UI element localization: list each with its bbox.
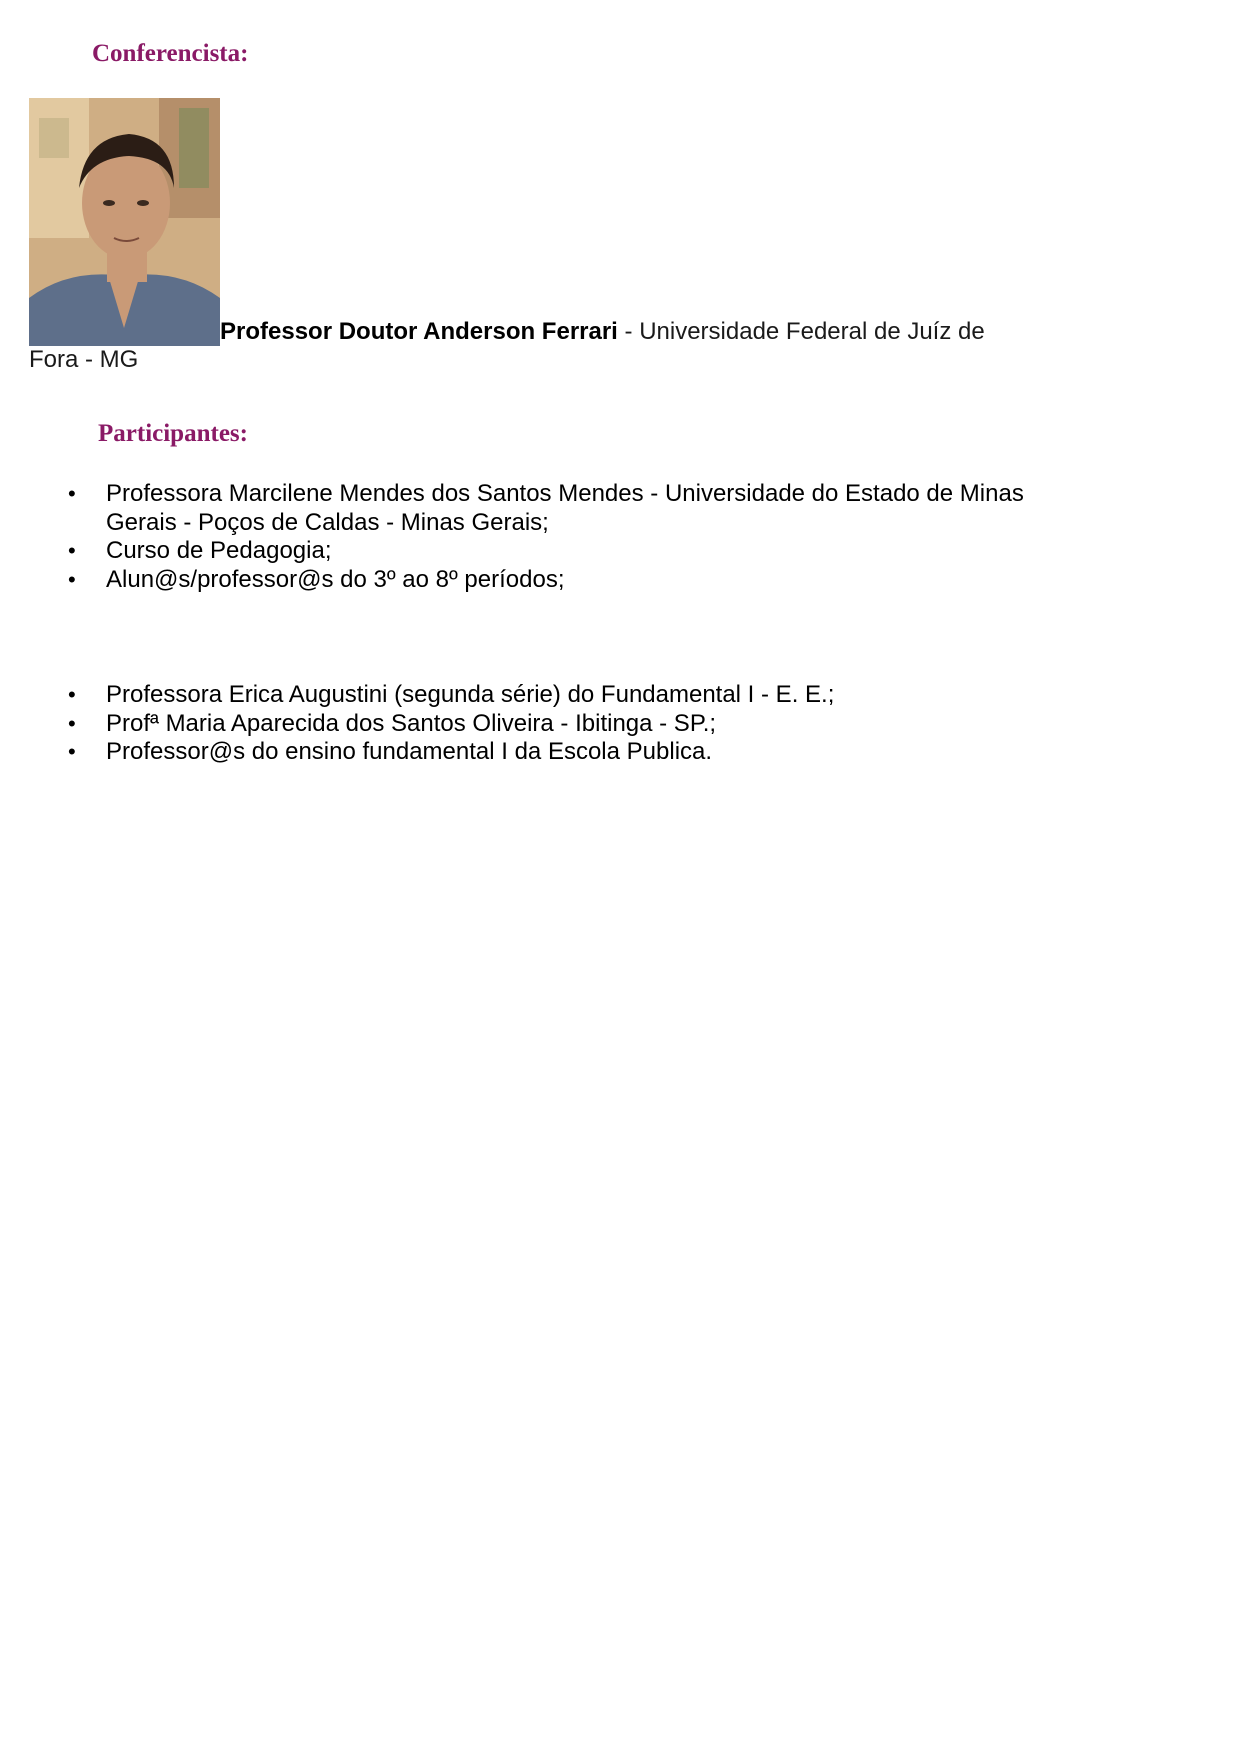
speaker-block — [29, 98, 1039, 374]
list-item-text: Profª Maria Aparecida dos Santos Oliveira - Ibitinga - SP.; — [106, 709, 717, 737]
list-item — [58, 710, 1098, 739]
bullet-icon: • — [68, 710, 76, 736]
participants-list-a — [58, 480, 1098, 594]
list-item-text: Alun@s/professor@s do 3º ao 8º períodos; — [106, 565, 565, 593]
participants-list-b — [58, 681, 1098, 767]
bullet-icon: • — [68, 566, 76, 592]
participantes-heading: Participantes: — [98, 420, 248, 447]
bullet-icon: • — [68, 682, 76, 707]
list-item-text: Professora Erica Augustini (segunda série) do Fundamental I - E. E.; — [106, 681, 835, 708]
conferencista-heading: Conferencista: — [92, 40, 249, 67]
bullet-icon: • — [68, 538, 76, 563]
speaker-affiliation: - Universidade Federal de Juíz de Fora - MG — [29, 318, 985, 373]
list-item-text: Curso de Pedagogia; — [106, 537, 332, 564]
list-item-text: Professora Marcilene Mendes dos Santos Mendes - Universidade do Estado de Minas Gerais - Poços de Caldas - Minas Gerais; — [106, 480, 1024, 536]
list-item — [58, 681, 1098, 710]
list-item — [58, 738, 1098, 767]
speaker-name: Professor Doutor Anderson Ferrari — [220, 318, 618, 345]
list-item — [58, 566, 1098, 595]
list-item-text: Professor@s do ensino fundamental I da Escola Publica. — [106, 738, 713, 765]
list-item — [58, 480, 1098, 537]
speaker-photo — [29, 98, 220, 346]
bullet-icon: • — [68, 481, 76, 506]
bullet-icon: • — [68, 739, 76, 764]
list-item — [58, 537, 1098, 566]
